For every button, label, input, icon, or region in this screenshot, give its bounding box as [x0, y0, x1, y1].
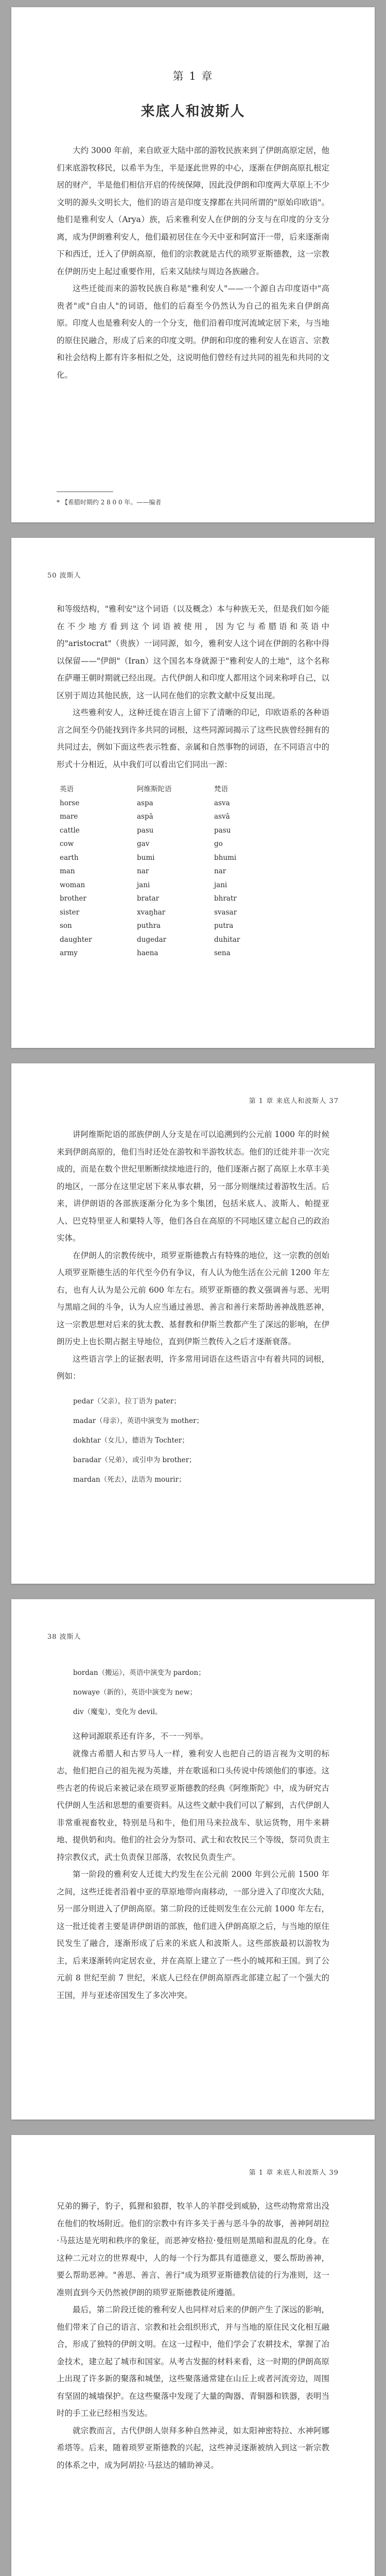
book-page-3 [11, 1063, 375, 1584]
table-cell: nar [214, 867, 226, 875]
table-cell: jani [137, 880, 150, 889]
paragraph: 和等级结构，"雅利安"这个词语（以及概念）本与种族无关，但是我们如今能在不少地方看到这个词语被使用，因为它与希腊语和英语中的"aristocrat"（贵族）一词同源，如今，雅利安人这个词在伊朗的名称中得以保留——"伊朗"（Iran）这个国名本身就源于"雅利安人的土地"，这个名称在萨珊王朝时期就已经出现。古代伊朗人和印度人都用这个词来称呼自己，以区别于周边其他民族，这一认同在他们的宗教文献中反复出现。 [57, 604, 329, 700]
table-cell: brother [60, 894, 86, 903]
paragraph: 最后，第二阶段迁徙的雅利安人也同样对后来的伊朗产生了深远的影响，他们带来了自己的语言、宗教和社会组织形式，并与当地的原住民文化相互融合，形成了独特的伊朗文明。在这一过程中，他们学会了农耕技术，掌握了冶金技术，建立起了城市和国家。从考古发掘的材料来看，这一时期的伊朗高原上出现了许多新的聚落和城堡，这些聚落通常建在山丘上或者河流旁边，周围有坚固的城墙保护。在这些聚落中发现了大量的陶器、青铜器和铁器，表明当时的手工业已经相当发达。 [57, 2305, 329, 2418]
table-cell: haena [137, 949, 159, 957]
table-cell: asva [214, 799, 230, 807]
table-cell: mare [60, 812, 78, 821]
running-head: 第 1 章 来底人和波斯人 39 [249, 2169, 339, 2177]
paragraph: 在伊朗人的宗教传统中，琐罗亚斯德教占有特殊的地位，这一宗教的创始人琐罗亚斯德生活的年代至今仍有争议，有人认为他生活在公元前 1200 年左右，也有人认为是公元前 600 年左右。琐罗亚斯德的教义强调善与恶、光明与黑暗之间的斗争，认为人应当通过善思、善言和善行来帮助善神战胜恶神，这一宗教思想对后来的犹太教、基督教和伊斯兰教都产生了深远的影响，在伊朗历史上也长期占据主导地位，直到伊斯兰教传入之后才逐渐衰落。 [57, 1250, 329, 1346]
table-cell: cattle [60, 826, 80, 835]
table-cell: dugedar [137, 935, 167, 944]
column-header: 英语 [60, 785, 74, 793]
table-row [60, 796, 291, 810]
table-cell: gav [137, 840, 150, 848]
table-row [60, 810, 291, 824]
table-cell: svasar [214, 908, 237, 917]
book-page-1 [11, 7, 375, 522]
paragraph: 就宗教而言，古代伊朗人崇拜多种自然神灵，如太阳神密特拉、水神阿娜希塔等。后来，随着琐罗亚斯德教的兴起，这些神灵逐渐被纳入到这一新宗教的体系之中，成为阿胡拉·马兹达的辅助神灵。 [57, 2426, 329, 2470]
table-cell: cow [60, 840, 74, 848]
chapter-number: 第 1 章 [172, 70, 214, 82]
book-page-4 [11, 1599, 375, 2120]
table-row [60, 933, 291, 947]
example-item: div（魔鬼），变化为 devil。 [73, 1708, 162, 1716]
table-row [60, 865, 291, 878]
table-row [60, 878, 291, 892]
paragraph: 这种词源联系还有许多，不一一列举。 [73, 1732, 208, 1741]
table-cell: bhumi [214, 853, 237, 862]
table-row [60, 837, 291, 851]
cognate-word-table [60, 783, 291, 960]
column-header: 梵语 [214, 785, 228, 793]
table-row [60, 824, 291, 838]
page-body [57, 1657, 329, 2004]
page-body [57, 2198, 329, 2474]
table-cell: sister [60, 908, 80, 917]
table-cell: asvā [214, 812, 230, 821]
example-item: madar（母亲），英语中演变为 mother； [73, 1416, 204, 1425]
example-list [57, 1663, 329, 1722]
running-head: 50 波斯人 [47, 572, 81, 580]
example-item: mardan（死去），法语为 mourir； [73, 1475, 186, 1484]
paragraph: 大约 3000 年前，来自欧亚大陆中部的游牧民族来到了伊朗高原定居，他们来底游牧移民，以希半为生，半是逐此世界的中心，逐渐在伊朗高原扎根定居的财产，半是他们相信开启的传统保障，因此没伊朗和印度两大草原上不少文明的源头文明长大，他们的语言是印度支撑都在共同所谓的"原始印欧语"。他们是雅利安人（Arya）族，后来雅利安人在伊朗的分支与在印度的分支分离，成为伊朗雅利安人，他们最初居住在今天中亚和阿富汗一带，后来逐渐南下和西迁，迁入了伊朗高原，他们的宗教就是古代的琐罗亚斯德教，这一宗教在伊朗历史上起过重要作用，后来又陆续与周边各族融合。 [57, 146, 329, 276]
example-list [57, 1392, 329, 1489]
running-head: 第 1 章 来底人和波斯人 37 [249, 1097, 339, 1105]
table-cell: army [60, 949, 78, 957]
column-header: 阿维斯陀语 [137, 785, 172, 793]
table-cell: nar [137, 867, 149, 875]
table-row [60, 906, 291, 920]
table-cell: jani [214, 880, 227, 889]
page-body [57, 601, 329, 970]
paragraph: 这些迁徙而来的游牧民族自称是"雅利安人"——一个源自古印度语中"高贵者"或"自由人"的词语，他们的后裔至今仍然认为自己的祖先来自伊朗高原。印度人也是雅利安人的一个分支，他们沿着印度河流域定居下来，与当地的原住民融合，形成了后来的印度文明。伊朗和印度的雅利安人在语言、宗教和社会结构上都有许多相似之处，这说明他们曾经有过共同的祖先和共同的文化。 [57, 284, 329, 380]
table-cell: pasu [214, 826, 231, 835]
table-row [60, 892, 291, 906]
table-row [60, 919, 291, 933]
table-cell: pasu [137, 826, 154, 835]
paragraph: 兄弟的狮子，豹子，狐狸和狼群，牧羊人的羊群受到威胁，这些动物常常出没在他们的牧场附近。他们的宗教中有许多关于善与恶斗争的故事，善神阿胡拉·马兹达是光明和秩序的象征，而恶神安格拉·曼纽则是黑暗和混乱的化身。在这种二元对立的世界观中，人的每一个行为都具有道德意义，要么帮助善神，要么帮助恶神。"善思、善言、善行"成为琐罗亚斯德教信徒的行为准则，这一准则直到今天仍然被伊朗的琐罗亚斯德教徒所遵循。 [57, 2201, 329, 2297]
table-cell: bratar [137, 894, 160, 903]
footnote: * 【希腊时期约 2 8 0 0 年。——编者 [57, 499, 162, 506]
running-head: 38 波斯人 [47, 1633, 81, 1641]
chapter-title: 来底人和波斯人 [141, 104, 245, 120]
paragraph: 这些雅利安人，这种迁徙在语言上留下了清晰的印记，印欧语系的各种语言之间至今仍能找到许多共同的词根，这些同源词揭示了这些民族曾经拥有的共同过去，例如下面这些表示牲畜、亲属和自然事物的词语，在不同语言中的形式十分相近，从中我们可以看出它们同出一源： [57, 708, 329, 769]
table-cell: bumi [137, 853, 155, 862]
book-page-5 [11, 2135, 375, 2576]
table-cell: woman [60, 880, 85, 889]
table-cell: puthra [137, 922, 161, 930]
example-item: dokhtar（女儿），德语为 Tochter； [73, 1436, 189, 1445]
example-item: pedar（父亲），拉丁语为 pater； [73, 1397, 181, 1405]
table-cell: xvaŋhar [137, 908, 166, 917]
table-cell: aspa [137, 799, 153, 807]
example-item: bordan（搬运），英语中演变为 pardon； [73, 1669, 205, 1677]
table-row [60, 946, 291, 960]
table-cell: go [214, 840, 223, 848]
table-row [60, 851, 291, 865]
table-body [60, 796, 291, 960]
table-header-row [60, 783, 291, 796]
table-cell: son [60, 922, 72, 930]
table-cell: man [60, 867, 75, 875]
table-cell: horse [60, 799, 80, 807]
paragraph: 第一阶段的雅利安人迁徙大约发生在公元前 2000 年到公元前 1500 年之间，这些迁徙者沿着中亚的草原地带向南移动，一部分进入了印度次大陆，另一部分则进入了伊朗高原。第二阶段的迁徙则发生在公元前 1000 年左右，这一批迁徙者主要是讲伊朗语的部族，他们进入伊朗高原之后，与当地的原住民发生了融合，逐渐形成了后来的米底人和波斯人。这些部族最初以游牧为主，后来逐渐转向定居农业，并在高原上建立了一些小的城邦和王国。到了公元前 8 世纪至前 7 世纪，米底人已经在伊朗高原西北部建立起了一个强大的王国，并与亚述帝国发生了多次冲突。 [57, 1870, 329, 2000]
paragraph: 这些语言学上的证据表明，许多常用词语在这些语言中有着共同的词根，例如： [57, 1354, 329, 1381]
table-cell: earth [60, 853, 79, 862]
table-cell: putra [214, 922, 234, 930]
table-cell: aspā [137, 812, 153, 821]
table-cell: bhratr [214, 894, 237, 903]
page-body [57, 1126, 329, 1496]
paragraph: 就像古希腊人和古罗马人一样，雅利安人也把自己的语言视为文明的标志，他们把自己的祖先视为英雄，并在歌谣和口头传说中传颂他们的事迹。这些古老的传说后来被记录在琐罗亚斯德教的经典《阿维斯陀》中，成为研究古代伊朗人生活和思想的重要资料。从这些文献中我们可以了解到，古代伊朗人非常重视畜牧业，特别是马和牛，他们用马来拉战车、驮运货物，用牛来耕地、提供奶和肉。他们的社会分为祭司、武士和农牧民三个等级，祭司负责主持宗教仪式，武士负责保卫部落，农牧民负责生产。 [57, 1749, 329, 1862]
chapter-body [57, 142, 329, 384]
example-item: nowaye（新的），英语中演变为 new； [73, 1688, 197, 1697]
paragraph: 讲阿维斯陀语的部族伊朗人分支是在可以追溯到约公元前 1000 年的时候来到伊朗高原的，他们当时还处在游牧和半游牧状态。他们的迁徙并非一次完成的，而是在数个世纪里断断续续地进行的，他们逐渐占据了高原上水草丰美的地区，一部分在这里定居下来从事农耕，另一部分则继续过着游牧生活。后来，讲伊朗语的各部族逐渐分化为多个集团，包括米底人、波斯人、帕提亚人、巴克特里亚人和粟特人等，他们各自在高原的不同地区建立起自己的政治实体。 [57, 1130, 329, 1243]
table-cell: sena [214, 949, 231, 957]
table-cell: daughter [60, 935, 92, 944]
example-item: baradar（兄弟），或引申为 brother； [73, 1455, 196, 1464]
book-page-2 [11, 538, 375, 1048]
table-cell: duhitar [214, 935, 240, 944]
